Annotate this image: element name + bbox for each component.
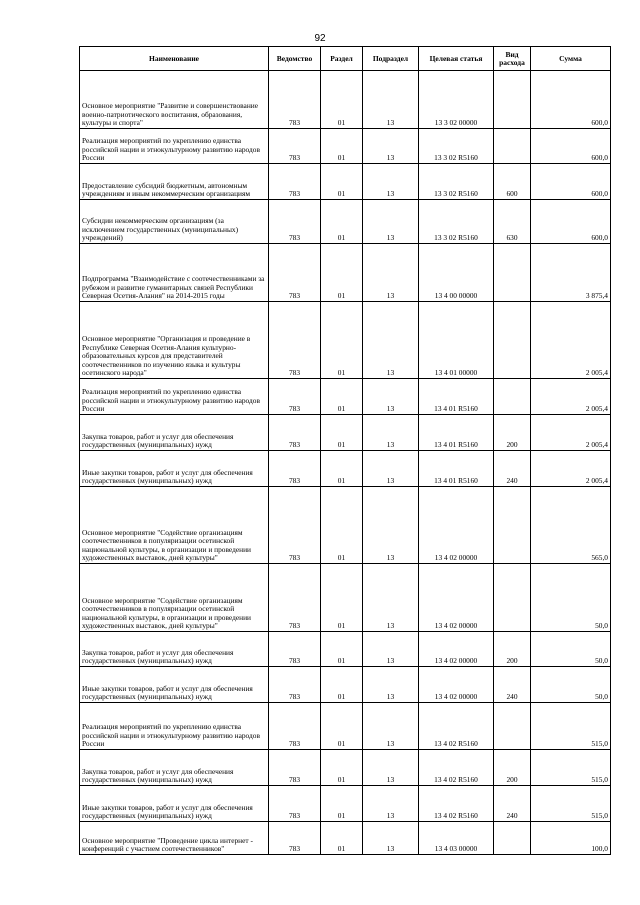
cell-amount: 2 005,4 xyxy=(531,451,611,487)
table-row xyxy=(80,564,611,632)
cell-subsection: 13 xyxy=(363,200,419,244)
cell-name: Основное мероприятие "Развитие и совершенствование военно-патриотического воспитания, образования, культуры и спорта" xyxy=(80,71,269,129)
cell-expense-type xyxy=(494,822,531,855)
cell-section: 01 xyxy=(321,200,363,244)
cell-expense-type xyxy=(494,703,531,750)
cell-expense-type: 240 xyxy=(494,786,531,822)
cell-department: 783 xyxy=(269,703,321,750)
table-row xyxy=(80,632,611,667)
header-section: Раздел xyxy=(321,47,363,71)
cell-expense-type: 600 xyxy=(494,164,531,200)
cell-expense-type xyxy=(494,71,531,129)
cell-subsection: 13 xyxy=(363,786,419,822)
cell-name: Основное мероприятие "Содействие организациям соотечественников в популяризации осетинской национальной культуры, в организации и проведении художественных выставок, дней культуры" xyxy=(80,487,269,564)
cell-name: Закупка товаров, работ и услуг для обеспечения государственных (муниципальных) нужд xyxy=(80,750,269,786)
cell-article: 13 4 01 R5160 xyxy=(419,379,494,415)
cell-name: Иные закупки товаров, работ и услуг для обеспечения государственных (муниципальных) нужд xyxy=(80,667,269,703)
cell-article: 13 3 02 R5160 xyxy=(419,200,494,244)
table-row xyxy=(80,451,611,487)
cell-section: 01 xyxy=(321,750,363,786)
cell-expense-type: 240 xyxy=(494,667,531,703)
cell-amount: 50,0 xyxy=(531,564,611,632)
table-row xyxy=(80,487,611,564)
table-row xyxy=(80,415,611,451)
header-department: Ведомство xyxy=(269,47,321,71)
cell-section: 01 xyxy=(321,822,363,855)
cell-expense-type: 200 xyxy=(494,750,531,786)
cell-section: 01 xyxy=(321,703,363,750)
cell-department: 783 xyxy=(269,244,321,302)
header-row xyxy=(80,47,611,71)
cell-section: 01 xyxy=(321,667,363,703)
cell-amount: 515,0 xyxy=(531,786,611,822)
header-amount: Сумма xyxy=(531,47,611,71)
cell-article: 13 4 01 00000 xyxy=(419,302,494,379)
cell-department: 783 xyxy=(269,786,321,822)
cell-article: 13 3 02 00000 xyxy=(419,71,494,129)
cell-amount: 50,0 xyxy=(531,667,611,703)
table-row xyxy=(80,667,611,703)
cell-amount: 515,0 xyxy=(531,703,611,750)
cell-subsection: 13 xyxy=(363,487,419,564)
cell-expense-type xyxy=(494,302,531,379)
cell-article: 13 4 02 00000 xyxy=(419,632,494,667)
cell-name: Иные закупки товаров, работ и услуг для обеспечения государственных (муниципальных) нужд xyxy=(80,451,269,487)
cell-department: 783 xyxy=(269,750,321,786)
cell-section: 01 xyxy=(321,244,363,302)
cell-department: 783 xyxy=(269,487,321,564)
cell-expense-type: 200 xyxy=(494,632,531,667)
cell-section: 01 xyxy=(321,786,363,822)
cell-name: Подпрограмма "Взаимодействие с соотечественниками за рубежом и развитие гуманитарных связей Республики Северная Осетия-Алания" на 2014-2015 годы xyxy=(80,244,269,302)
table-header xyxy=(80,47,611,71)
table-row xyxy=(80,244,611,302)
cell-subsection: 13 xyxy=(363,129,419,164)
cell-subsection: 13 xyxy=(363,379,419,415)
page-number: 92 xyxy=(314,33,326,44)
cell-name: Предоставление субсидий бюджетным, автономным учреждениям и иным некоммерческим организациям xyxy=(80,164,269,200)
cell-expense-type xyxy=(494,564,531,632)
cell-article: 13 4 00 00000 xyxy=(419,244,494,302)
cell-subsection: 13 xyxy=(363,822,419,855)
cell-expense-type: 200 xyxy=(494,415,531,451)
cell-section: 01 xyxy=(321,129,363,164)
cell-expense-type xyxy=(494,379,531,415)
cell-name: Иные закупки товаров, работ и услуг для обеспечения государственных (муниципальных) нужд xyxy=(80,786,269,822)
cell-section: 01 xyxy=(321,379,363,415)
cell-article: 13 4 03 00000 xyxy=(419,822,494,855)
cell-amount: 600,0 xyxy=(531,200,611,244)
cell-name: Закупка товаров, работ и услуг для обеспечения государственных (муниципальных) нужд xyxy=(80,632,269,667)
cell-article: 13 4 02 R5160 xyxy=(419,750,494,786)
cell-section: 01 xyxy=(321,415,363,451)
cell-subsection: 13 xyxy=(363,667,419,703)
cell-expense-type xyxy=(494,244,531,302)
cell-name: Субсидии некоммерческим организациям (за исключением государственных (муниципальных) учреждений) xyxy=(80,200,269,244)
cell-subsection: 13 xyxy=(363,750,419,786)
header-subsection: Подраздел xyxy=(363,47,419,71)
cell-name: Закупка товаров, работ и услуг для обеспечения государственных (муниципальных) нужд xyxy=(80,415,269,451)
cell-expense-type: 240 xyxy=(494,451,531,487)
table-body xyxy=(80,71,611,855)
cell-amount: 600,0 xyxy=(531,71,611,129)
cell-expense-type: 630 xyxy=(494,200,531,244)
cell-section: 01 xyxy=(321,71,363,129)
table-row xyxy=(80,703,611,750)
cell-amount: 50,0 xyxy=(531,632,611,667)
cell-article: 13 4 02 00000 xyxy=(419,564,494,632)
cell-department: 783 xyxy=(269,302,321,379)
cell-subsection: 13 xyxy=(363,302,419,379)
cell-article: 13 4 01 R5160 xyxy=(419,451,494,487)
cell-amount: 2 005,4 xyxy=(531,379,611,415)
table-row xyxy=(80,750,611,786)
cell-article: 13 4 02 00000 xyxy=(419,487,494,564)
cell-amount: 600,0 xyxy=(531,129,611,164)
cell-name: Реализация мероприятий по укреплению единства российской нации и этнокультурному развитию народов России xyxy=(80,703,269,750)
cell-article: 13 3 02 R5160 xyxy=(419,164,494,200)
cell-section: 01 xyxy=(321,302,363,379)
cell-department: 783 xyxy=(269,564,321,632)
table-row xyxy=(80,302,611,379)
cell-department: 783 xyxy=(269,451,321,487)
cell-subsection: 13 xyxy=(363,244,419,302)
table-row xyxy=(80,822,611,855)
cell-subsection: 13 xyxy=(363,451,419,487)
cell-section: 01 xyxy=(321,564,363,632)
cell-amount: 565,0 xyxy=(531,487,611,564)
cell-department: 783 xyxy=(269,129,321,164)
cell-article: 13 4 02 R5160 xyxy=(419,786,494,822)
cell-subsection: 13 xyxy=(363,415,419,451)
table-row xyxy=(80,71,611,129)
cell-name: Реализация мероприятий по укреплению единства российской нации и этнокультурному развитию народов России xyxy=(80,379,269,415)
cell-subsection: 13 xyxy=(363,703,419,750)
table-row xyxy=(80,379,611,415)
cell-name: Реализация мероприятий по укреплению единства российской нации и этнокультурному развитию народов России xyxy=(80,129,269,164)
cell-section: 01 xyxy=(321,451,363,487)
cell-section: 01 xyxy=(321,487,363,564)
cell-amount: 2 005,4 xyxy=(531,415,611,451)
cell-section: 01 xyxy=(321,164,363,200)
cell-section: 01 xyxy=(321,632,363,667)
cell-amount: 3 875,4 xyxy=(531,244,611,302)
cell-expense-type xyxy=(494,487,531,564)
header-expense-type: Вид расхода xyxy=(494,47,531,71)
cell-article: 13 4 02 00000 xyxy=(419,667,494,703)
table-row xyxy=(80,786,611,822)
cell-department: 783 xyxy=(269,200,321,244)
cell-amount: 100,0 xyxy=(531,822,611,855)
cell-amount: 515,0 xyxy=(531,750,611,786)
budget-table xyxy=(79,46,611,855)
cell-article: 13 4 01 R5160 xyxy=(419,415,494,451)
cell-amount: 600,0 xyxy=(531,164,611,200)
cell-article: 13 3 02 R5160 xyxy=(419,129,494,164)
cell-name: Основное мероприятие "Организация и проведение в Республике Северная Осетия-Алания культурно-образовательных курсов для представителей соотечественников по изучению языка и культуры осетинского народа" xyxy=(80,302,269,379)
cell-name: Основное мероприятие "Проведение цикла интернет - конференций с участием соотечественников" xyxy=(80,822,269,855)
table-row xyxy=(80,200,611,244)
cell-department: 783 xyxy=(269,667,321,703)
cell-subsection: 13 xyxy=(363,632,419,667)
cell-expense-type xyxy=(494,129,531,164)
table-row xyxy=(80,129,611,164)
table-row xyxy=(80,164,611,200)
cell-name: Основное мероприятие "Содействие организациям соотечественников в популяризации осетинской национальной культуры, в организации и проведении художественных выставок, дней культуры" xyxy=(80,564,269,632)
cell-subsection: 13 xyxy=(363,564,419,632)
cell-subsection: 13 xyxy=(363,164,419,200)
cell-department: 783 xyxy=(269,379,321,415)
cell-department: 783 xyxy=(269,71,321,129)
cell-amount: 2 005,4 xyxy=(531,302,611,379)
cell-article: 13 4 02 R5160 xyxy=(419,703,494,750)
cell-subsection: 13 xyxy=(363,71,419,129)
header-name: Наименование xyxy=(80,47,269,71)
cell-department: 783 xyxy=(269,164,321,200)
cell-department: 783 xyxy=(269,822,321,855)
cell-department: 783 xyxy=(269,415,321,451)
cell-department: 783 xyxy=(269,632,321,667)
header-article: Целевая статья xyxy=(419,47,494,71)
